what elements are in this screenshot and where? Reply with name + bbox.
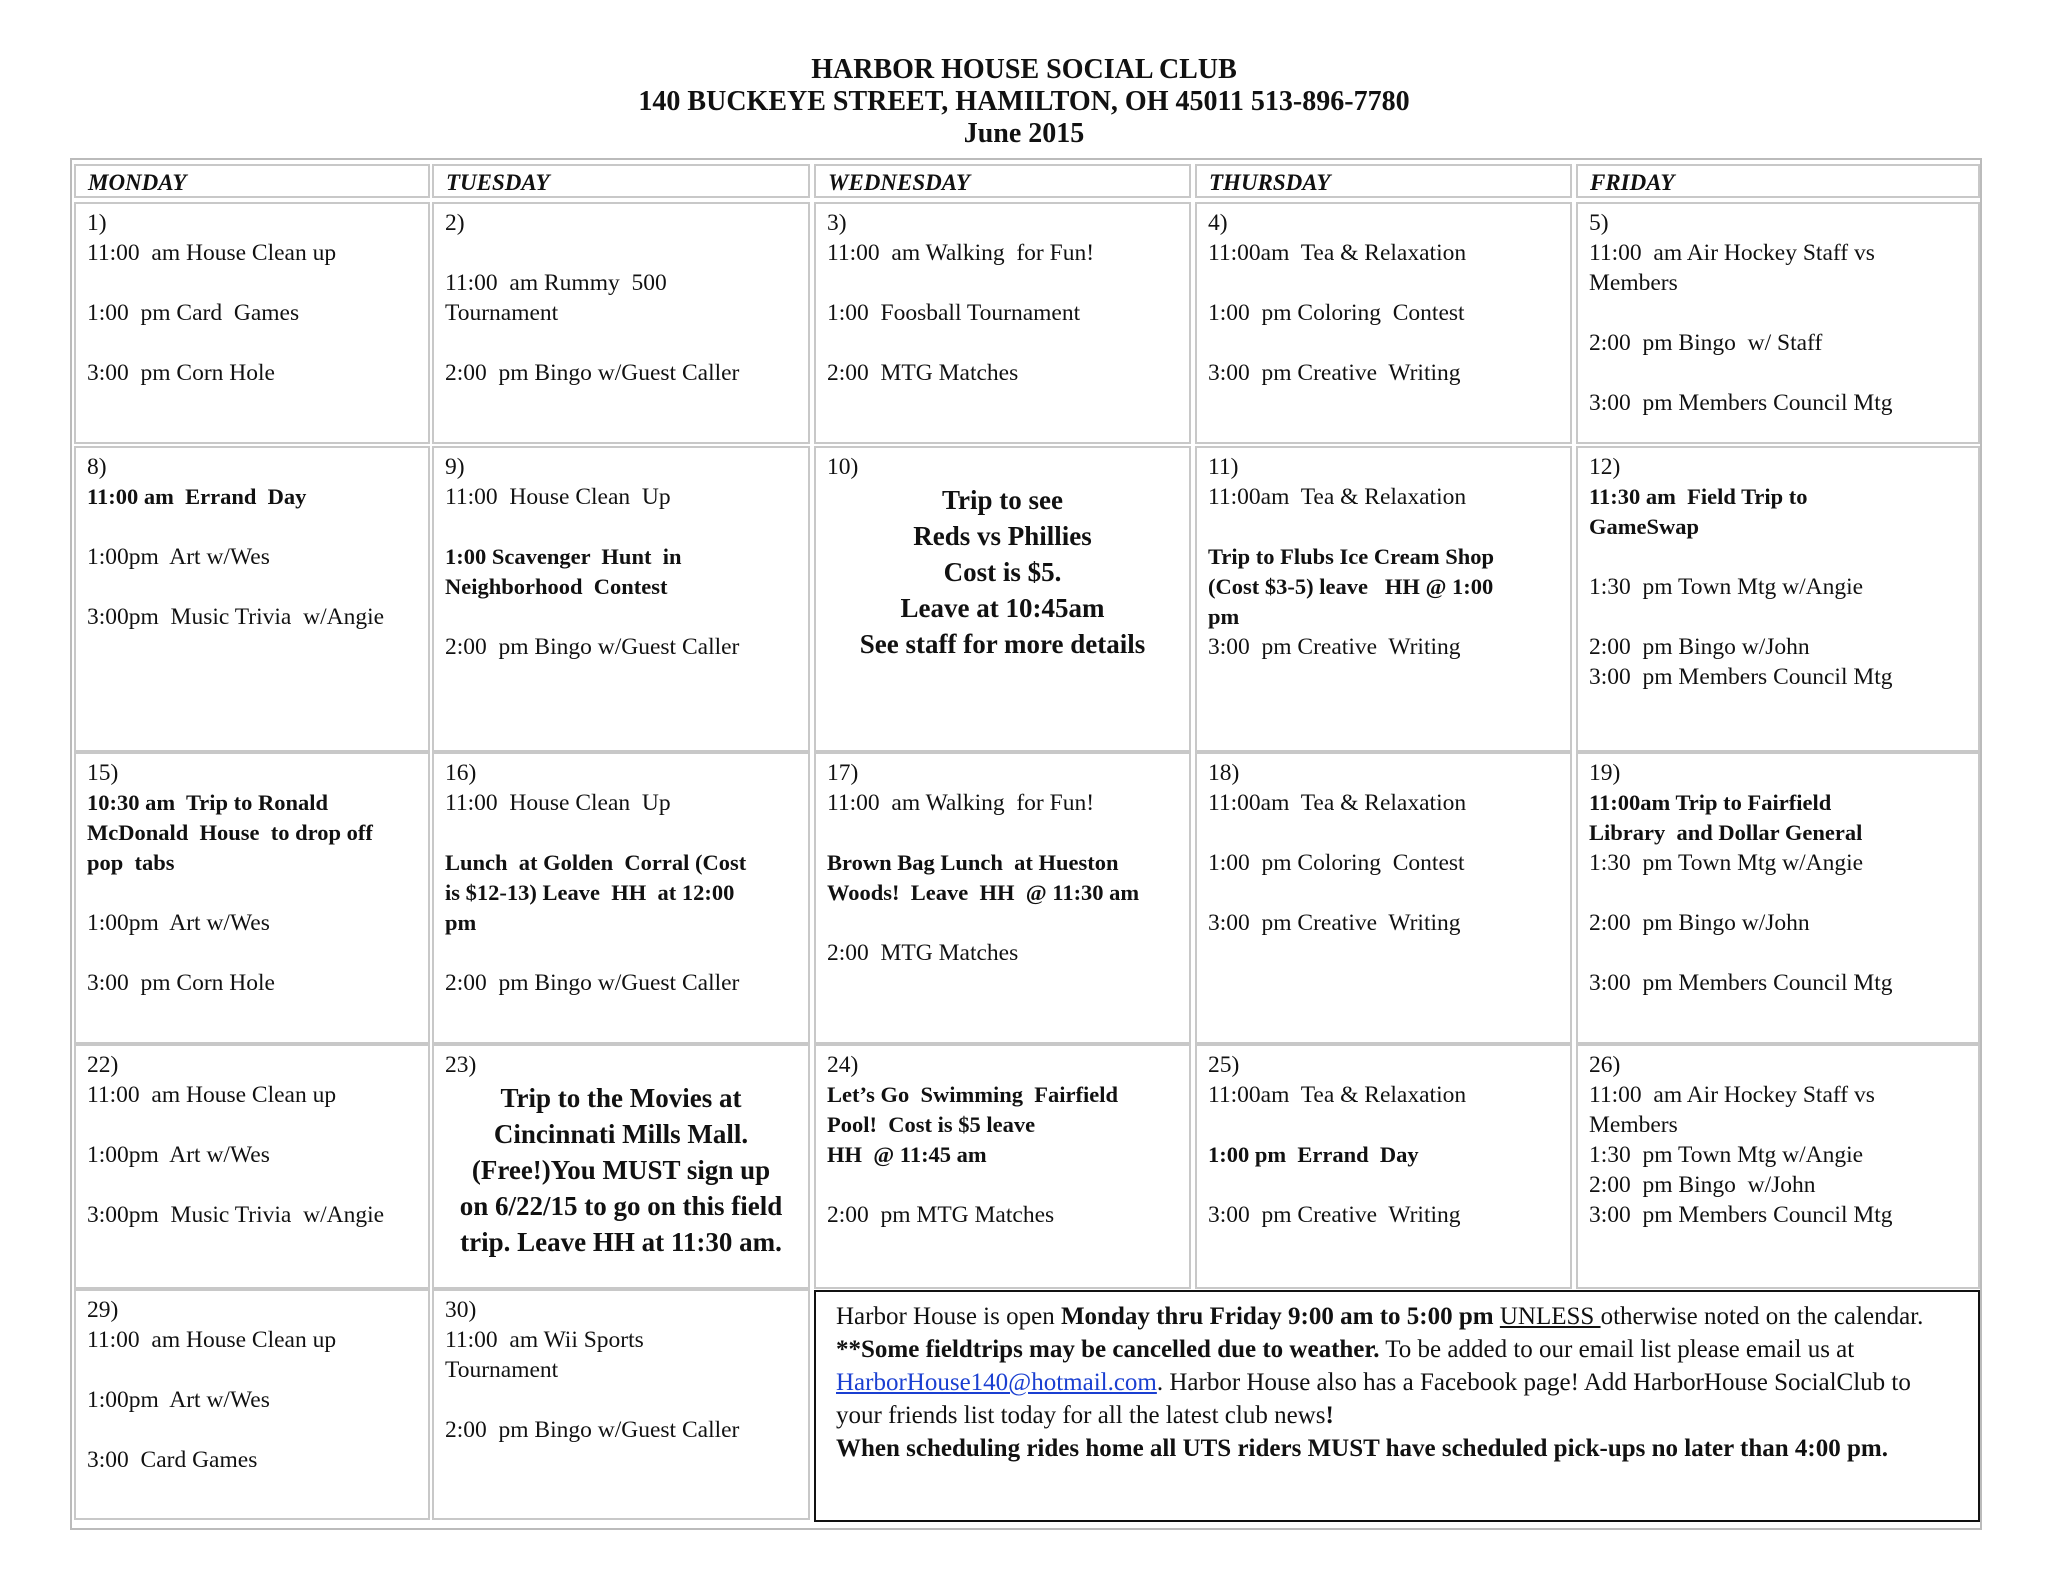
event-line: 1:00 Scavenger Hunt in xyxy=(445,544,682,569)
spacer xyxy=(87,572,417,602)
event-line: Lunch at Golden Corral (Cost xyxy=(445,850,747,875)
day-cell xyxy=(1195,446,1572,752)
day-number: 12) xyxy=(1589,454,1621,480)
event-line: 11:00 am Walking for Fun! xyxy=(827,790,1095,816)
event-line: 11:00 am House Clean up xyxy=(87,240,337,266)
day-header-tuesday: TUESDAY xyxy=(432,164,810,198)
trip-line: Leave at 10:45am xyxy=(900,593,1105,623)
event-line: 1:30 pm Town Mtg w/Angie xyxy=(1589,574,1864,600)
day-cell xyxy=(74,446,430,752)
event-line: McDonald House to drop off xyxy=(87,820,373,845)
event-line: 11:00am Trip to Fairfield xyxy=(1589,790,1832,815)
event-line: 11:00am Tea & Relaxation xyxy=(1208,790,1467,816)
event-line: pm xyxy=(445,910,477,935)
spacer xyxy=(445,938,797,968)
event-line: 2:00 pm MTG Matches xyxy=(827,1202,1055,1228)
day-cell xyxy=(74,752,430,1044)
event-line: pop tabs xyxy=(87,850,175,875)
event-line: 11:00am Tea & Relaxation xyxy=(1208,1082,1467,1108)
day-number: 8) xyxy=(87,454,107,480)
day-cell xyxy=(1195,1044,1572,1289)
event-line: Tournament xyxy=(445,300,559,326)
event-line: 3:00 pm Members Council Mtg xyxy=(1589,1202,1893,1228)
spacer xyxy=(87,512,417,542)
event-line: Members xyxy=(1589,270,1678,296)
event-line: 2:00 pm Bingo w/Guest Caller xyxy=(445,360,740,386)
featured-trip xyxy=(445,1080,797,1260)
day-number: 9) xyxy=(445,454,465,480)
event-line: 3:00 pm Creative Writing xyxy=(1208,1202,1461,1228)
spacer xyxy=(827,1170,1178,1200)
event-line: 11:00am Tea & Relaxation xyxy=(1208,240,1467,266)
day-number: 25) xyxy=(1208,1052,1240,1078)
event-line: 3:00 pm Corn Hole xyxy=(87,970,275,996)
day-cell xyxy=(432,202,810,444)
day-cell xyxy=(1576,202,1980,444)
trip-line: (Free!)You MUST sign up xyxy=(471,1155,771,1185)
trip-line: Reds vs Phillies xyxy=(913,521,1092,551)
event-line: 11:00 am Air Hockey Staff vs xyxy=(1589,1082,1875,1108)
spacer xyxy=(827,328,1178,358)
club-name: HARBOR HOUSE SOCIAL CLUB xyxy=(811,54,1237,85)
day-number: 19) xyxy=(1589,760,1621,786)
spacer xyxy=(87,1110,417,1140)
day-number: 15) xyxy=(87,760,119,786)
ride-notice: When scheduling rides home all UTS riders MUST have scheduled pick-ups no later than 4:00 pm. xyxy=(836,1435,1888,1462)
event-line: Members xyxy=(1589,1112,1678,1138)
event-line: 2:00 pm Bingo w/Guest Caller xyxy=(445,1417,740,1443)
event-line: 2:00 MTG Matches xyxy=(827,360,1019,386)
event-line: 2:00 pm Bingo w/Guest Caller xyxy=(445,970,740,996)
spacer xyxy=(1208,328,1559,358)
spacer xyxy=(1589,938,1967,968)
day-number: 10) xyxy=(827,454,859,480)
trip-line: See staff for more details xyxy=(859,629,1146,659)
event-line: 2:00 pm Bingo w/John xyxy=(1589,1172,1816,1198)
event-line: 1:30 pm Town Mtg w/Angie xyxy=(1589,1142,1864,1168)
day-number: 30) xyxy=(445,1297,477,1323)
event-line: 11:30 am Field Trip to xyxy=(1589,484,1808,509)
spacer xyxy=(1208,878,1559,908)
event-line: Neighborhood Contest xyxy=(445,574,668,599)
event-line: Pool! Cost is $5 leave xyxy=(827,1112,1036,1137)
day-number: 11) xyxy=(1208,454,1239,480)
day-cell xyxy=(432,752,810,1044)
spacer xyxy=(1589,878,1967,908)
event-line: 11:00 am House Clean up xyxy=(87,1082,337,1108)
trip-line: on 6/22/15 to go on this field xyxy=(459,1191,783,1221)
event-line: 11:00 am Rummy 500 xyxy=(445,270,667,296)
spacer xyxy=(445,238,797,268)
featured-trip xyxy=(827,482,1178,662)
calendar-month: June 2015 xyxy=(963,118,1085,149)
event-line: 11:00 am Walking for Fun! xyxy=(827,240,1095,266)
day-number: 16) xyxy=(445,760,477,786)
spacer xyxy=(1208,818,1559,848)
event-line: 2:00 pm Bingo w/John xyxy=(1589,634,1810,660)
event-line: 1:00 pm Errand Day xyxy=(1208,1142,1419,1167)
day-cell xyxy=(432,1289,810,1520)
day-number: 29) xyxy=(87,1297,119,1323)
day-cell xyxy=(1195,752,1572,1044)
day-number: 2) xyxy=(445,210,465,236)
spacer xyxy=(87,878,417,908)
day-number: 24) xyxy=(827,1052,859,1078)
event-line: 3:00 pm Creative Writing xyxy=(1208,634,1461,660)
day-number: 23) xyxy=(445,1052,477,1078)
day-cell xyxy=(1576,752,1980,1044)
day-header-thursday: THURSDAY xyxy=(1195,164,1572,198)
event-line: 3:00 pm Corn Hole xyxy=(87,360,275,386)
event-line: 1:00pm Art w/Wes xyxy=(87,1387,270,1413)
day-header-friday: FRIDAY xyxy=(1576,164,1980,198)
spacer xyxy=(1589,602,1967,632)
spacer xyxy=(87,268,417,298)
day-cell xyxy=(814,752,1191,1044)
event-line: (Cost $3-5) leave HH @ 1:00 xyxy=(1208,574,1494,599)
event-line: 11:00 House Clean Up xyxy=(445,484,671,510)
event-line: 3:00pm Music Trivia w/Angie xyxy=(87,1202,385,1228)
email-link[interactable]: HarborHouse140@hotmail.com xyxy=(836,1369,1157,1396)
spacer xyxy=(445,328,797,358)
spacer xyxy=(1208,512,1559,542)
event-line: 3:00 pm Creative Writing xyxy=(1208,910,1461,936)
day-number: 17) xyxy=(827,760,859,786)
trip-line: Trip to the Movies at xyxy=(500,1083,742,1113)
event-line: 1:00 pm Coloring Contest xyxy=(1208,850,1465,876)
spacer xyxy=(1589,542,1967,572)
day-number: 1) xyxy=(87,210,107,236)
spacer xyxy=(445,512,797,542)
spacer xyxy=(827,818,1178,848)
event-line: 2:00 pm Bingo w/Guest Caller xyxy=(445,634,740,660)
club-address: 140 BUCKEYE STREET, HAMILTON, OH 45011 513-896-7780 xyxy=(638,86,1410,117)
event-line: 11:00 am Errand Day xyxy=(87,484,307,509)
event-line: 11:00 am House Clean up xyxy=(87,1327,337,1353)
day-cell xyxy=(1576,446,1980,752)
day-number: 18) xyxy=(1208,760,1240,786)
calendar-header xyxy=(0,54,2048,150)
day-cell xyxy=(432,446,810,752)
spacer xyxy=(87,938,417,968)
event-line: HH @ 11:45 am xyxy=(827,1142,987,1167)
event-line: GameSwap xyxy=(1589,514,1700,539)
trip-line: Cost is $5. xyxy=(943,557,1062,587)
event-line: 2:00 MTG Matches xyxy=(827,940,1019,966)
spacer xyxy=(87,328,417,358)
trip-line: Cincinnati Mills Mall. xyxy=(493,1119,749,1149)
event-line: 2:00 pm Bingo w/ Staff xyxy=(1589,330,1823,356)
day-cell xyxy=(432,1044,810,1289)
day-header-wednesday: WEDNESDAY xyxy=(814,164,1191,198)
event-line: 2:00 pm Bingo w/John xyxy=(1589,910,1810,936)
event-line: 1:00 Foosball Tournament xyxy=(827,300,1081,326)
spacer xyxy=(87,1415,417,1445)
day-number: 3) xyxy=(827,210,847,236)
club-notice: Harbor House is open Monday thru Friday 9:00 am to 5:00 pm UNLESS otherwise noted on the calendar. **Some fieldtrips may be cancelled due to weather. To be added to our email list please email us at HarborHouse140@hotmail.com. Harbor House also has a Facebook page! Add HarborHouse SocialClub to your friends list today for all the latest club news! When scheduling rides home all UTS riders MUST have scheduled pick-ups no later than 4:00 pm. xyxy=(814,1290,1980,1522)
event-line: 3:00pm Music Trivia w/Angie xyxy=(87,604,385,630)
spacer xyxy=(1208,1110,1559,1140)
event-line: 3:00 pm Members Council Mtg xyxy=(1589,970,1893,996)
event-line: is $12-13) Leave HH at 12:00 xyxy=(445,880,735,905)
day-cell xyxy=(74,202,430,444)
event-line: 3:00 Card Games xyxy=(87,1447,258,1473)
event-line: Let’s Go Swimming Fairfield xyxy=(827,1082,1119,1107)
spacer xyxy=(87,1170,417,1200)
event-line: 11:00am Tea & Relaxation xyxy=(1208,484,1467,510)
event-line: 1:00pm Art w/Wes xyxy=(87,1142,270,1168)
event-line: Trip to Flubs Ice Cream Shop xyxy=(1208,544,1495,569)
day-cell xyxy=(1576,1044,1980,1289)
event-line: 1:30 pm Town Mtg w/Angie xyxy=(1589,850,1864,876)
day-header-monday: MONDAY xyxy=(74,164,430,198)
spacer xyxy=(1208,268,1559,298)
spacer xyxy=(1589,358,1967,388)
event-line: 3:00 pm Members Council Mtg xyxy=(1589,664,1893,690)
event-line: Library and Dollar General xyxy=(1589,820,1863,845)
day-cell xyxy=(814,1044,1191,1289)
event-line: Tournament xyxy=(445,1357,559,1383)
day-cell xyxy=(814,446,1191,752)
spacer xyxy=(827,908,1178,938)
day-cell xyxy=(1195,202,1572,444)
event-line: 3:00 pm Creative Writing xyxy=(1208,360,1461,386)
event-line: 1:00pm Art w/Wes xyxy=(87,544,270,570)
weather-warning: **Some fieldtrips may be cancelled due to weather. xyxy=(836,1336,1380,1363)
spacer xyxy=(445,1385,797,1415)
event-line: Woods! Leave HH @ 11:30 am xyxy=(827,880,1140,905)
spacer xyxy=(445,602,797,632)
open-hours: Monday thru Friday 9:00 am to 5:00 pm xyxy=(1060,1303,1494,1330)
event-line: 11:00 am Air Hockey Staff vs xyxy=(1589,240,1875,266)
event-line: 11:00 am Wii Sports xyxy=(445,1327,644,1353)
day-cell xyxy=(814,202,1191,444)
day-number: 26) xyxy=(1589,1052,1621,1078)
event-line: 1:00pm Art w/Wes xyxy=(87,910,270,936)
day-number: 5) xyxy=(1589,210,1609,236)
event-line: 11:00 House Clean Up xyxy=(445,790,671,816)
spacer xyxy=(1208,1170,1559,1200)
event-line: 10:30 am Trip to Ronald xyxy=(87,790,329,815)
event-line: 1:00 pm Coloring Contest xyxy=(1208,300,1465,326)
day-number: 22) xyxy=(87,1052,119,1078)
trip-line: trip. Leave HH at 11:30 am. xyxy=(460,1227,782,1257)
spacer xyxy=(1589,298,1967,328)
day-cell xyxy=(74,1044,430,1289)
trip-line: Trip to see xyxy=(942,485,1063,515)
event-line: 3:00 pm Members Council Mtg xyxy=(1589,390,1893,416)
event-line: Brown Bag Lunch at Hueston xyxy=(827,850,1119,875)
day-cell xyxy=(74,1289,430,1520)
spacer xyxy=(445,818,797,848)
spacer xyxy=(87,1355,417,1385)
spacer xyxy=(827,268,1178,298)
day-number: 4) xyxy=(1208,210,1228,236)
event-line: 1:00 pm Card Games xyxy=(87,300,300,326)
event-line: pm xyxy=(1208,604,1240,629)
